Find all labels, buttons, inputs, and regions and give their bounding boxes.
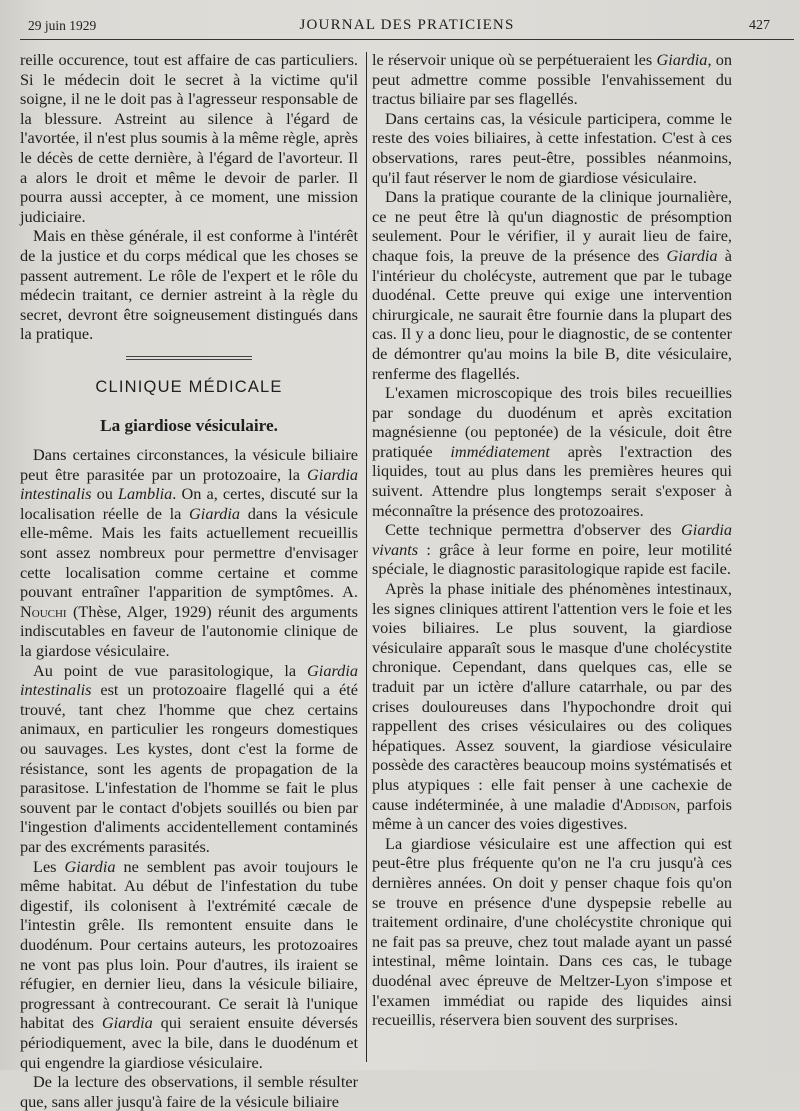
paragraph: Dans la pratique courante de la clinique journalière, ce ne peut être là qu'un diagnostic de présomption seulement. Pour le vérifier, il y aurait lieu de faire, chaque fois, la preuve de la présence des Giardia à l'intérieur du cholécyste, autrement que par le tubage duodénal. Cette preuve qui exige une intervention chirurgicale, ne saurait être fournie dans la plupart des cas. Il y a donc lieu, pour le diagnostic, de se contenter de démontrer qu'au moins la bile B, dite vésiculaire, renferme des flagellés. xyxy=(372,187,733,383)
column-rule xyxy=(366,52,367,1062)
paragraph: Cette technique permettra d'observer des Giardia vivants : grâce à leur forme en poire, leur motilité spéciale, le diagnostic parasitologique rapide est facile. xyxy=(372,520,732,579)
page-number: 427 xyxy=(749,18,770,33)
paragraph: De la lecture des observations, il semble résulter que, sans aller jusqu'à faire de la vésicule biliaire xyxy=(20,1072,358,1111)
header-rule xyxy=(20,39,794,40)
paragraph: le réservoir unique où se perpétueraient les Giardia, on peut admettre comme possible l'envahissement du tractus biliaire par ses flagellés. xyxy=(372,50,733,109)
paragraph: Après la phase initiale des phénomènes intestinaux, les signes cliniques attirent l'attention vers le foie et les voies biliaires. Le plus souvent, la giardiose vésiculaire apparaît sous le masque d'une cholécystite chronique. Cependant, dans quelques cas, elle se traduit par un ictère d'allure catarrhale, ou par des crises douloureuses dans l'hypochondre droit qui rappellent des crises vésiculaires ou des coliques hépatiques. Assez souvent, la giardiose vésiculaire possède des caractères beaucoup moins systématisés et plus atypiques : elle fait penser à une cachexie de cause indéterminée, à une maladie d'Addison, parfois même à un cancer des voies digestives. xyxy=(372,579,732,834)
paragraph: Dans certaines circonstances, la vésicule biliaire peut être parasitée par un protozoaire, la Giardia intestinalis ou Lamblia. On a, certes, discuté sur la localisation réelle de la Giardia dans la vésicule elle-même. Mais les faits actuellement recueillis sont assez nombreux pour permettre d'envisager cette localisation comme certaine et comme pouvant entraîner l'apparition de symptômes. A. Nouchi (Thèse, Alger, 1929) réunit des arguments indiscutables en faveur de l'autonomie clinique de la giardose vésiculaire. xyxy=(20,445,359,661)
author-name: Addison xyxy=(622,794,677,814)
paragraph: Au point de vue parasitologique, la Giardia intestinalis est un protozoaire flagellé qui a été trouvé, tant chez l'homme que chez certains animaux, en particulier les rongeurs domestiques ou sauvages. Les kystes, dont c'est la forme de résistance, sont les agents de propagation de la parasitose. L'infestation de l'homme se fait le plus souvent par le contact d'objets souillés ou bien par l'ingestion d'aliments accidentellement contaminés par des excréments parasités. xyxy=(20,660,358,856)
paragraph: La giardiose vésiculaire est une affection qui est peut-être plus fréquente qu'on ne l'a cru jusqu'à ces dernières années. On doit y penser chaque fois qu'on se trouve en présence d'une dyspepsie rebelle au traitement ordinaire, d'une cholécystite chronique qui ne fait pas sa preuve, chez tout malade ayant un passé intestinal, même lointain. Dans ces cas, le tubage duodénal avec épreuve de Meltzer-Lyon s'impose et l'examen immédiat ou rapide des liquides ainsi recueillis, réservera bien souvent des surprises. xyxy=(372,833,732,1030)
article-title: La giardiose vésiculaire. xyxy=(100,415,278,435)
left-column xyxy=(20,50,358,1111)
paragraph: reille occurence, tout est affaire de cas particuliers. Si le médecin doit le secret à la victime qu'il soigne, il ne le doit pas à l'agresseur responsable de la blessure. Astreint au silence à l'égard de l'avortée, il n'est plus soumis à la même règle, après le décès de cette dernière, à l'égard de l'avorteur. Il a alors le droit et même le devoir de parler. Il pourra aussi accepter, à ce moment, une mission judiciaire. xyxy=(20,50,358,226)
paragraph: Dans certains cas, la vésicule participera, comme le reste des voies biliaires, à cette infestation. C'est à ces observations, rares peut-être, possibles néanmoins, qu'il faut réserver le nom de giardiose vésiculaire. xyxy=(372,108,732,187)
author-name: Nouchi xyxy=(20,601,67,621)
paragraph: Les Giardia ne semblent pas avoir toujours le même habitat. Au début de l'infestation du tube digestif, ils colonisent à l'extrémité cæcale de l'intestin grêle. Ils remontent ensuite dans le duodénum. Pour certains auteurs, les protozoaires ne vont pas plus loin. Pour d'autres, ils iraient se réfugier, en dernier lieu, dans la vésicule biliaire, progressant à contrecourant. Ce serait là l'unique habitat des Giardia qui seraient ensuite déversés périodiquement, avec la bile, dans le duodénum et qui engendre la giardiose vésiculaire. xyxy=(20,856,359,1072)
running-header xyxy=(28,14,786,36)
paragraph: Mais en thèse générale, il est conforme à l'intérêt de la justice et du corps médical que les choses se passent autrement. Le rôle de l'expert et le rôle du médecin traitant, ce dernier astreint à la règle du secret, devront être soigneusement distingués dans la pratique. xyxy=(20,226,358,344)
section-heading: CLINIQUE MÉDICALE xyxy=(95,377,283,396)
paragraph: L'examen microscopique des trois biles recueillies par sondage du duodénum et après excitation magnésienne (ou peptonée) de la vésicule, doit être pratiquée immédiatement après l'extraction des liquides, tout au plus dans les premières heures qui suivent. Attendre plus longtemps serait s'exposer à méconnaître la présence des protozoaires. xyxy=(372,383,732,520)
journal-title: JOURNAL DES PRATICIENS xyxy=(299,17,515,33)
header-date: 29 juin 1929 xyxy=(28,18,97,33)
right-column xyxy=(372,50,732,1030)
section-separator xyxy=(126,356,252,360)
